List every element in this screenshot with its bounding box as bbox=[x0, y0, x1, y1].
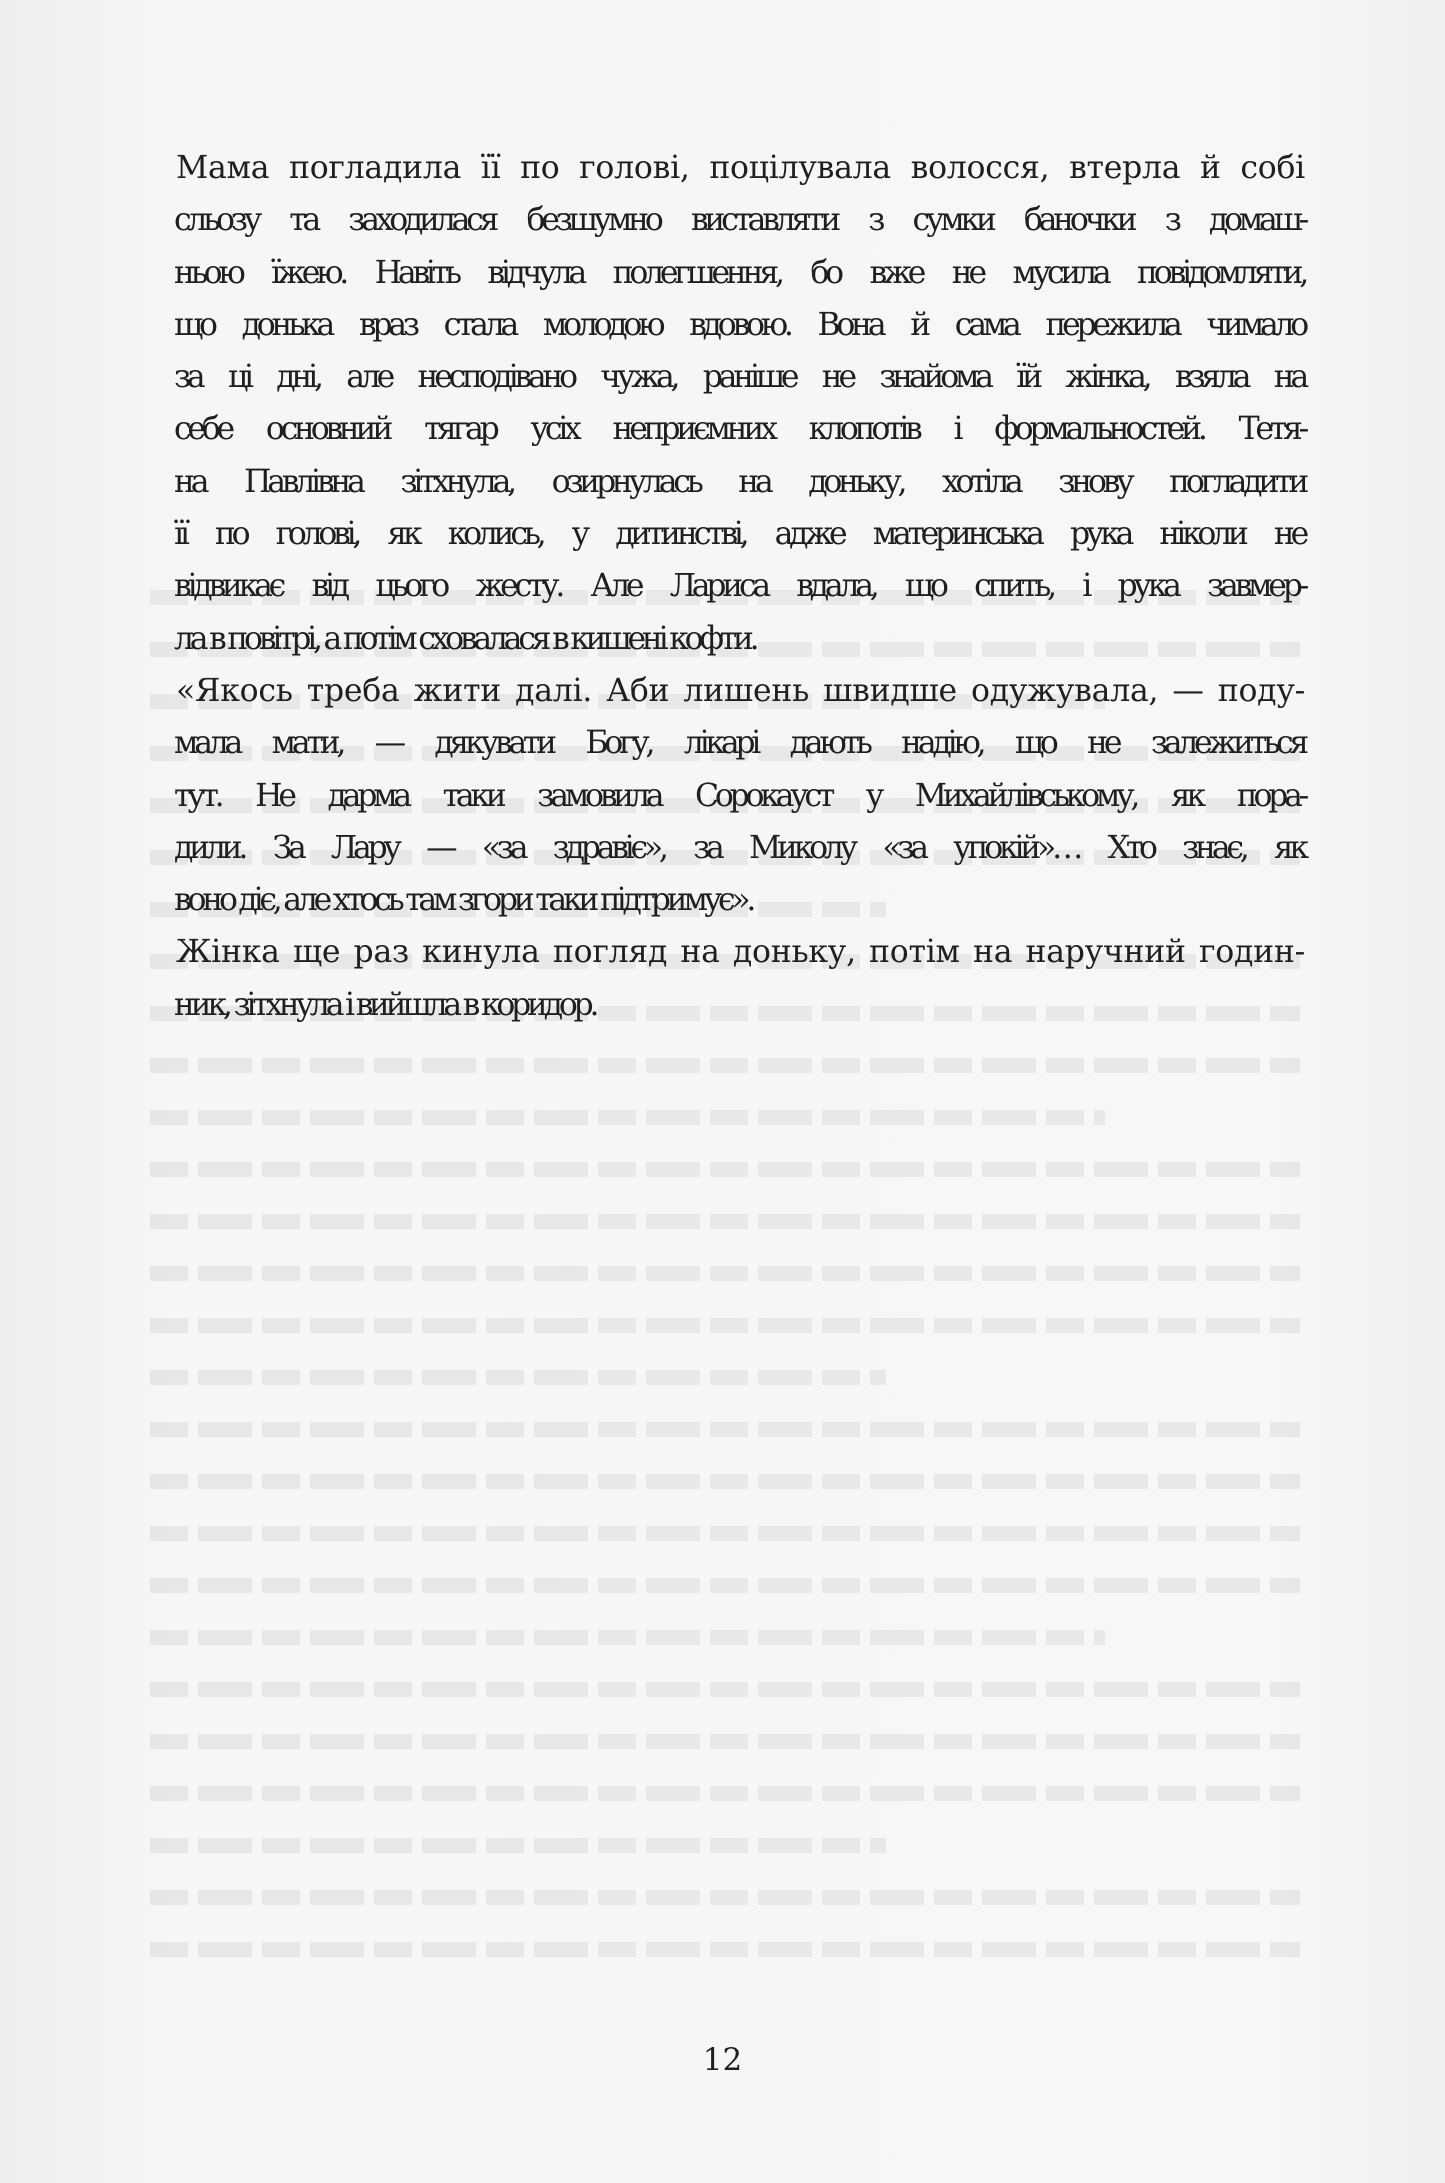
text-line: воно діє, але хтось там згори таки підтримує». bbox=[174, 882, 753, 919]
text-line: Мама погладила її по голові, поцілувала волосся, втерла й собі bbox=[176, 150, 1305, 186]
text-line: тут. Не дарма таки замовила Сорокауст у Михайлівському, як пора- bbox=[174, 777, 1305, 814]
text-line: її по голові, як колись, у дитинстві, адже материнська рука ніколи не bbox=[174, 516, 1305, 553]
paragraph-1 bbox=[176, 142, 1305, 665]
text-line: ньою їжею. Навіть відчула полегшення, бо вже не мусила повідомляти, bbox=[174, 254, 1305, 291]
text-line: сльозу та заходилася безшумно виставляти з сумки баночки з домаш- bbox=[174, 202, 1305, 239]
text-line: себе основний тягар усіх неприємних клопотів і формальностей. Тетя- bbox=[174, 411, 1305, 448]
paragraph-3 bbox=[176, 926, 1305, 1031]
text-line: Жінка ще раз кинула погляд на доньку, потім на наручний годин- bbox=[176, 934, 1305, 971]
paragraph-2 bbox=[176, 665, 1305, 926]
text-line: «Якось треба жити далі. Аби лишень швидше одужувала, — поду- bbox=[176, 672, 1305, 709]
text-line: за ці дні, але несподівано чужа, раніше не знайома їй жінка, взяла на bbox=[174, 359, 1305, 396]
body-text bbox=[176, 142, 1305, 1031]
text-line: ник, зітхнула і вийшла в коридор. bbox=[174, 986, 596, 1023]
text-line: мала мати, — дякувати Богу, лікарі дають надію, що не залежиться bbox=[174, 725, 1305, 762]
text-line: що донька враз стала молодою вдовою. Вона й сама пережила чимало bbox=[174, 306, 1305, 343]
text-line: ла в повітрі, а потім сховалася в кишені кофти. bbox=[174, 620, 756, 657]
text-line: дили. За Лару — «за здравіє», за Миколу «за упокій»… Хто знає, як bbox=[174, 829, 1305, 866]
text-line: відвикає від цього жесту. Але Лариса вдала, що спить, і рука завмер- bbox=[174, 568, 1305, 605]
page-number: 12 bbox=[702, 2042, 743, 2078]
text-line: на Павлівна зітхнула, озирнулась на доньку, хотіла знову погладити bbox=[174, 463, 1305, 500]
